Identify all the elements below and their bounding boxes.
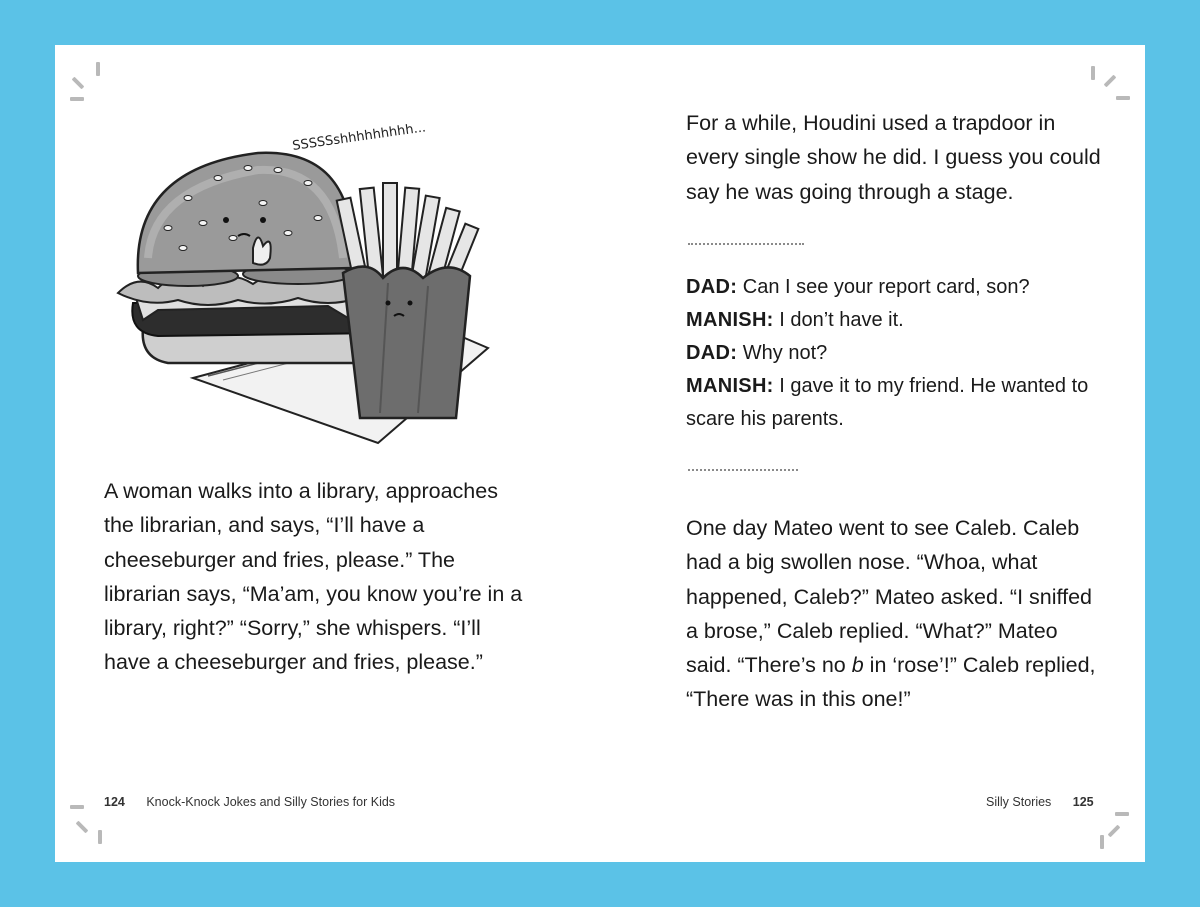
dialogue-text: Can I see your report card, son?: [737, 276, 1030, 298]
report-card-dialogue: [686, 271, 1106, 436]
running-title-right: Silly Stories: [986, 795, 1052, 809]
dialogue-speaker: MANISH:: [686, 309, 774, 331]
dialogue-line: [686, 337, 1106, 370]
dialogue-line: [686, 304, 1106, 337]
page-number-right: 125: [1072, 795, 1094, 809]
brose-joke-story: [686, 511, 1106, 717]
library-joke-story: A woman walks into a library, approaches the librarian, and says, “I’ll have a cheeseburger and fries, please.” The librarian says, “Ma’am, you know you’re in a library, right?” “Sorry,” she whispers. “I’ll have a cheeseburger and fries, please.”: [104, 479, 523, 675]
dialogue-line: [686, 271, 1106, 304]
right-footer: [986, 795, 1094, 809]
dialogue-text: Why not?: [737, 342, 828, 364]
houdini-joke-story: For a while, Houdini used a trapdoor in every single show he did. I guess you could say he was going through a stage.: [686, 111, 1101, 204]
section-divider-2: [688, 469, 798, 471]
dialogue-text: I don’t have it.: [773, 309, 904, 331]
fries-carton: [343, 267, 470, 418]
running-title-left: Knock-Knock Jokes and Silly Stories for Kids: [146, 795, 396, 809]
story-italic-letter: b: [851, 653, 864, 678]
cheeseburger-and-fries-illustration: [98, 108, 498, 453]
story-text: One day Mateo went to see Caleb. Caleb had a big swollen nose. “Whoa, what happened, Caleb?” Mateo asked. “I sniffed a brose,” Caleb replied. “What?” Mateo said. “There’s no: [686, 516, 1092, 678]
story-text: in ‘rose’!” Caleb replied, “There was in this one!”: [686, 653, 1096, 712]
dialogue-speaker: DAD:: [686, 342, 738, 364]
left-footer: [104, 795, 395, 809]
dialogue-speaker: DAD:: [686, 276, 738, 298]
sound-text: SSSSSshhhhhhhhh...: [291, 120, 427, 154]
dialogue-speaker: MANISH:: [686, 375, 774, 397]
page-number-left: 124: [104, 795, 125, 809]
dialogue-line: [686, 370, 1106, 436]
dialogue-text: I gave it to my friend. He wanted to scare his parents.: [686, 375, 1089, 430]
section-divider-1: [688, 243, 804, 245]
